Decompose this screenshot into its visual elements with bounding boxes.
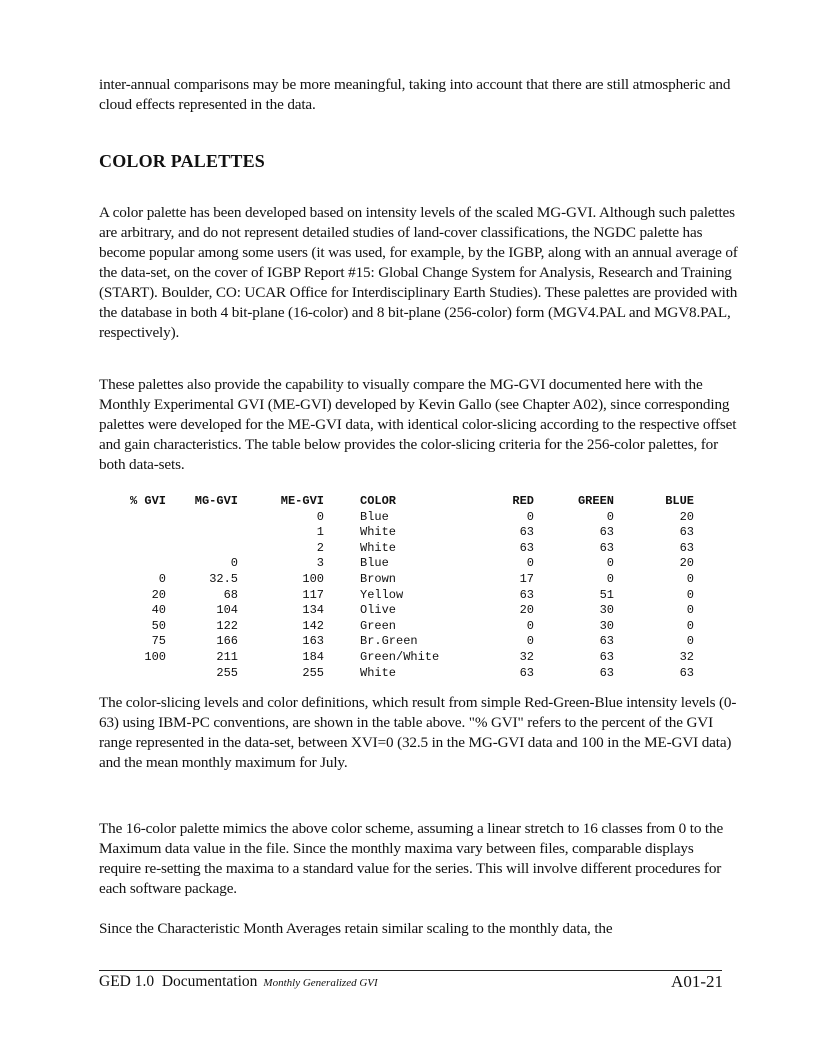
cell-pct-gvi [108,556,166,572]
footer-rule [99,970,722,971]
cell-me-gvi: 184 [302,649,324,664]
cell-pct-gvi: 100 [144,649,166,664]
cell-green: 0 [606,509,614,524]
cell-me-gvi: 2 [316,540,324,555]
cell-color: Blue [360,556,389,571]
cell-color: White [360,665,397,680]
table-row [108,666,694,682]
cell-mg-gvi [166,510,238,526]
cell-me-gvi: 142 [302,618,324,633]
header-blue: BLUE [665,494,694,508]
cell-blue: 20 [679,556,694,571]
spacer [324,634,360,650]
table-row [108,603,694,619]
cell-me-gvi: 134 [302,603,324,618]
cell-blue: 20 [679,509,694,524]
cell-blue: 0 [686,587,694,602]
table-row [108,510,694,526]
cell-green: 0 [606,556,614,571]
cell-red: 0 [526,634,534,649]
header-color: COLOR [360,494,397,508]
cell-green: 63 [599,665,614,680]
cell-mg-gvi: 122 [216,618,238,633]
cell-color: Brown [360,571,397,586]
spacer [324,525,360,541]
cell-blue: 0 [686,634,694,649]
cell-color: White [360,540,397,555]
cell-pct-gvi: 40 [151,603,166,618]
cell-red: 32 [519,649,534,664]
table-row [108,541,694,557]
cell-green: 63 [599,649,614,664]
cell-me-gvi: 3 [316,556,324,571]
cell-blue: 32 [679,649,694,664]
cell-green: 63 [599,634,614,649]
cell-mg-gvi: 0 [230,556,238,571]
cell-pct-gvi: 75 [151,634,166,649]
table-row [108,556,694,572]
cell-color: White [360,525,397,540]
cell-blue: 63 [679,665,694,680]
cell-green: 63 [599,540,614,555]
cell-pct-gvi [108,666,166,682]
cell-green: 30 [599,603,614,618]
cell-color: Green/White [360,649,440,664]
cell-color: Blue [360,509,389,524]
table-explanation-paragraph: The color-slicing levels and color definitions, which result from simple Red-Green-Blue intensity levels (0-63) using IBM-PC conventions, are shown in the table above. "% GVI" refers to the percent of the GVI range represented in the data-set, between XVI=0 (32.5 in the MG-GVI data and 100 in the ME-GVI data) and the mean monthly maximum for July. [99,694,737,771]
cell-pct-gvi [108,510,166,526]
header-me-gvi: ME-GVI [280,494,324,508]
month-averages-paragraph: Since the Characteristic Month Averages retain similar scaling to the monthly data, the [99,920,613,937]
cell-mg-gvi [166,525,238,541]
cell-blue: 63 [679,540,694,555]
table-row [108,572,694,588]
table-row [108,634,694,650]
cell-pct-gvi: 0 [158,571,166,586]
cell-green: 63 [599,525,614,540]
cell-me-gvi: 163 [302,634,324,649]
cell-red: 0 [526,618,534,633]
footer-page-number: A01-21 [671,972,723,991]
footer-left [99,973,378,991]
header-red: RED [512,494,534,508]
spacer [324,494,360,510]
table-header-row [108,494,694,510]
header-green: GREEN [577,494,614,508]
cell-mg-gvi: 68 [223,587,238,602]
cell-color: Green [360,618,397,633]
cell-blue: 0 [686,603,694,618]
sixteen-color-paragraph: The 16-color palette mimics the above color scheme, assuming a linear stretch to 16 classes from 0 to the Maximum data value in the file. Since the monthly maxima vary between files, comparable displays require re-setting the maxima to a standard value for the series. This will involve different procedures for each software package. [99,820,724,897]
cell-me-gvi: 1 [316,525,324,540]
cell-mg-gvi: 32.5 [209,571,238,586]
color-slicing-table [108,494,694,681]
table-row [108,588,694,604]
spacer [324,588,360,604]
cell-red: 17 [519,571,534,586]
spacer [324,666,360,682]
table-row [108,619,694,635]
cell-me-gvi: 100 [302,571,324,586]
cell-pct-gvi: 50 [151,618,166,633]
cell-me-gvi: 117 [302,587,324,602]
cell-pct-gvi: 20 [151,587,166,602]
spacer [324,510,360,526]
cell-pct-gvi [108,525,166,541]
cell-blue: 63 [679,525,694,540]
footer-doc-title: GED 1.0 Documentation [99,973,258,990]
table-row [108,525,694,541]
cell-red: 63 [519,665,534,680]
cell-color: Br.Green [360,634,418,649]
cell-red: 63 [519,540,534,555]
spacer [324,619,360,635]
cell-mg-gvi: 166 [216,634,238,649]
cell-pct-gvi [108,541,166,557]
cell-green: 51 [599,587,614,602]
cell-red: 63 [519,525,534,540]
cell-mg-gvi: 104 [216,603,238,618]
cell-red: 0 [526,509,534,524]
intro-continuation-paragraph: inter-annual comparisons may be more meaningful, taking into account that there are still atmospheric and cloud effects represented in the data. [99,76,731,113]
cell-mg-gvi [166,541,238,557]
cell-red: 20 [519,603,534,618]
table-row [108,650,694,666]
cell-me-gvi: 255 [302,665,324,680]
cell-blue: 0 [686,618,694,633]
header-pct-gvi: % GVI [129,494,166,508]
palette-comparison-paragraph: These palettes also provide the capability to visually compare the MG-GVI documented here with the Monthly Experimental GVI (ME-GVI) developed by Kevin Gallo (see Chapter A02), since corresponding palettes were developed for the ME-GVI data, with identical color-slicing according to the respective offset and gain characteristics. The table below provides the color-slicing criteria for the 256-color palettes, for both data-sets. [99,376,737,473]
cell-red: 0 [526,556,534,571]
section-heading: COLOR PALETTES [99,151,266,171]
cell-color: Olive [360,603,397,618]
footer-chapter-title: Monthly Generalized GVI [263,977,378,989]
cell-blue: 0 [686,571,694,586]
cell-mg-gvi: 255 [216,665,238,680]
spacer [324,572,360,588]
spacer [324,541,360,557]
cell-red: 63 [519,587,534,602]
cell-green: 30 [599,618,614,633]
spacer [324,556,360,572]
cell-color: Yellow [360,587,404,602]
spacer [324,603,360,619]
spacer [324,650,360,666]
cell-me-gvi: 0 [316,509,324,524]
table-body [108,510,694,682]
cell-green: 0 [606,571,614,586]
header-mg-gvi: MG-GVI [194,494,238,508]
palette-description-paragraph: A color palette has been developed based on intensity levels of the scaled MG-GVI. Although such palettes are arbitrary, and do not represent detailed studies of land-cover classifications, the NGDC palette has become popular among some users (it was used, for example, by the IGBP, along with an annual average of the data-set, on the cover of IGBP Report #15: Global Change System for Analysis, Research and Training (START). Boulder, CO: UCAR Office for Interdisciplinary Earth Studies). These palettes are provided with the database in both 4 bit-plane (16-color) and 8 bit-plane (256-color) form (MGV4.PAL and MGV8.PAL, respectively). [99,204,738,341]
cell-mg-gvi: 211 [216,649,238,664]
